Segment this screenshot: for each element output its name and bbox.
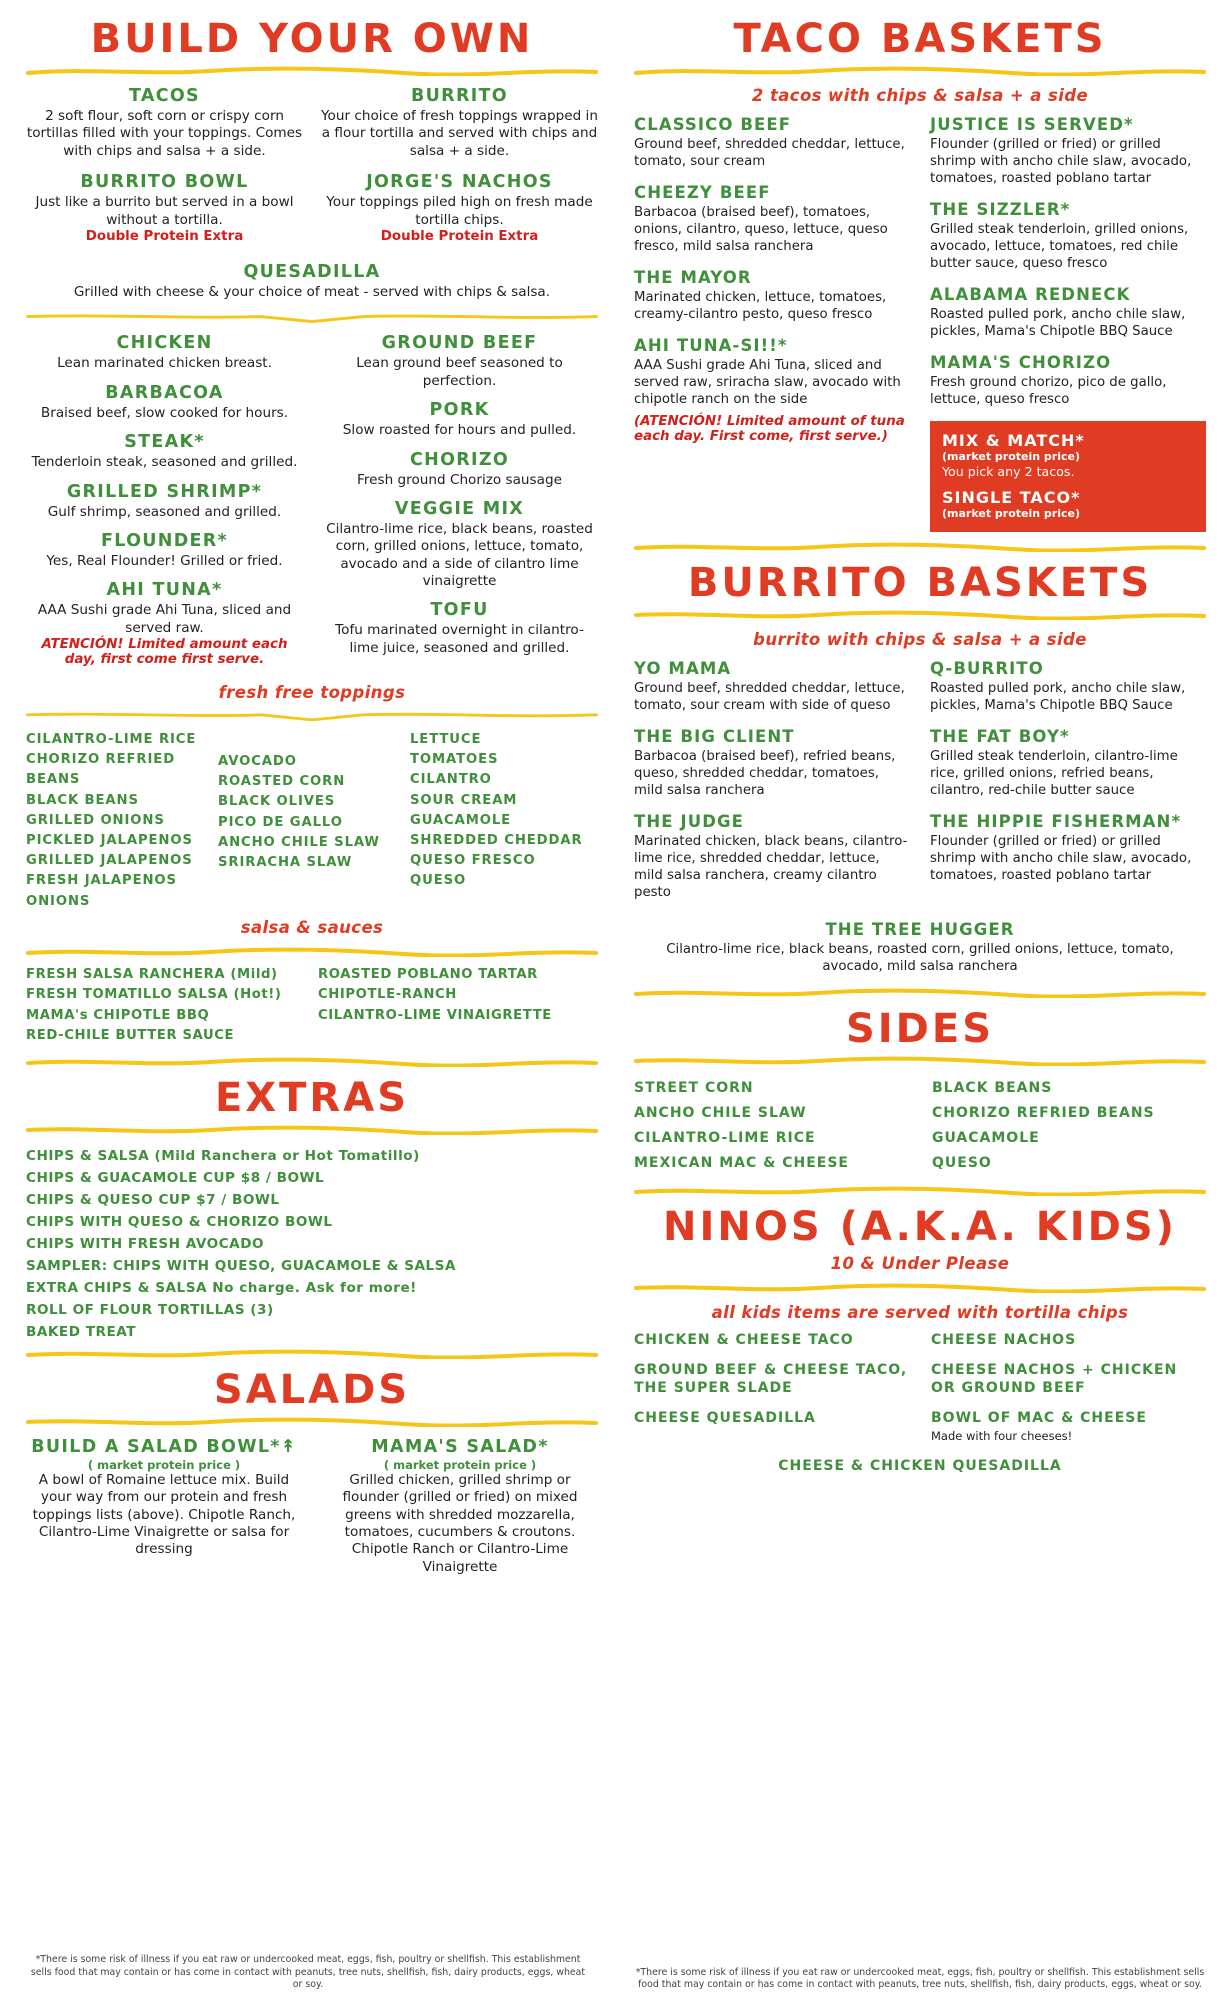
item-title: CHORIZO <box>409 449 510 470</box>
item-desc: Marinated chicken, black beans, cilantro-lime rice, shredded cheddar, lettuce, mild salsa ranchera, creamy cilantro pesto <box>634 834 908 901</box>
divider-squiggle <box>26 1057 598 1067</box>
list-item: FRESH SALSA RANCHERA (Mild) <box>26 966 278 982</box>
byo-item-jorges-nachos <box>321 172 598 244</box>
kids-col-1 <box>634 1332 909 1456</box>
list-item: CHIPS & QUESO CUP $7 / BOWL <box>26 1191 280 1208</box>
item-desc: Lean marinated chicken breast. <box>57 355 272 372</box>
item-desc: Cilantro-lime rice, black beans, roasted corn, grilled onions, lettuce, tomato, avocado, mild salsa ranchera <box>666 942 1174 975</box>
divider-squiggle <box>634 1056 1206 1066</box>
sides-lists <box>634 1076 1206 1176</box>
list-item: TOMATOES <box>410 752 499 768</box>
divider-squiggle <box>26 66 598 76</box>
protein-tofu <box>321 600 598 657</box>
item-desc: Fresh ground chorizo, pico de gallo, lettuce, queso fresco <box>930 375 1167 408</box>
item-desc: AAA Sushi grade Ahi Tuna, sliced and served raw, sriracha slaw, avocado with chipotle ranch on the side <box>634 358 901 408</box>
salad-build-a-salad-bowl <box>26 1437 302 1576</box>
burrito-yo-mama <box>634 659 910 714</box>
salads-list <box>26 1437 598 1576</box>
single-taco-title: SINGLE TACO* <box>942 488 1081 508</box>
list-item: FRESH JALAPENOS <box>26 873 177 889</box>
single-taco-subtitle: (market protein price) <box>942 507 1080 521</box>
item-title: THE HIPPIE FISHERMAN* <box>930 812 1182 832</box>
basket-mamas-chorizo <box>930 353 1206 408</box>
item-desc: Cilantro-lime rice, black beans, roasted corn, grilled onions, lettuce, tomato, avocado and a side of cilantro lime vinaigrette <box>326 520 593 590</box>
kids-item-label: BOWL OF MAC & CHEESE <box>931 1410 1147 1427</box>
item-title: JORGE'S NACHOS <box>366 172 553 193</box>
item-desc: Marinated chicken, lettuce, tomatoes, creamy-cilantro pesto, queso fresco <box>634 290 887 323</box>
list-item: QUESO <box>932 1154 992 1171</box>
kids-item: CHEESE NACHOS <box>931 1331 1077 1348</box>
list-item: QUESO <box>410 873 467 889</box>
kids-caption: all kids items are served with tortilla chips <box>711 1302 1129 1322</box>
item-desc: Slow roasted for hours and pulled. <box>342 422 577 439</box>
item-desc: Grilled steak tenderloin, cilantro-lime rice, grilled onions, refried beans, cilantro, red-chile butter sauce <box>930 749 1178 799</box>
extras-list <box>26 1145 598 1343</box>
protein-barbacoa <box>26 383 303 422</box>
item-warning: (ATENCIÓN! Limited amount of tuna each day. First come, first serve.) <box>634 414 905 445</box>
item-title: PORK <box>429 400 490 421</box>
taco-baskets-col-2 <box>930 115 1206 532</box>
item-title: GROUND BEEF <box>381 333 538 354</box>
item-desc: 2 soft flour, soft corn or crispy corn tortillas filled with your toppings. Comes with chips and salsa + a side. <box>26 108 303 159</box>
taco-baskets-caption: 2 tacos with chips & salsa + a side <box>751 86 1089 105</box>
kids-heading: NINOS (A.K.A. KIDS) <box>663 1203 1177 1250</box>
basket-classico-beef <box>634 115 910 170</box>
item-title: GRILLED SHRIMP* <box>66 481 263 502</box>
item-desc: Barbacoa (braised beef), refried beans, queso, shredded cheddar, tomatoes, mild salsa ranchera <box>634 749 896 799</box>
byo-item-burrito-bowl <box>26 172 303 244</box>
item-desc: Ground beef, shredded cheddar, lettuce, tomato, sour cream <box>634 137 905 170</box>
list-item: CILANTRO-LIME RICE <box>26 732 197 748</box>
burrito-baskets-col-1 <box>634 659 910 914</box>
list-item: SAMPLER: CHIPS WITH QUESO, GUACAMOLE & SALSA <box>26 1257 456 1274</box>
divider-squiggle <box>634 610 1206 620</box>
list-item: LETTUCE <box>410 732 482 748</box>
salsa-sauces-lists <box>26 965 598 1047</box>
list-item: GRILLED ONIONS <box>26 812 165 828</box>
list-item: CHORIZO REFRIED BEANS <box>932 1105 1155 1122</box>
kids-item: CHICKEN & CHEESE TACO <box>634 1331 854 1348</box>
byo-item-tacos <box>26 86 303 160</box>
list-item: ONIONS <box>26 893 91 909</box>
sauces-col-2 <box>318 965 598 1047</box>
item-note: Double Protein Extra <box>380 228 539 244</box>
list-item: STREET CORN <box>634 1080 754 1097</box>
list-item: CHIPOTLE-RANCH <box>318 987 457 1003</box>
divider-squiggle <box>634 66 1206 76</box>
sides-col-2 <box>932 1076 1206 1176</box>
item-desc: Fresh ground Chorizo sausage <box>357 471 562 488</box>
list-item: ROASTED POBLANO TARTAR <box>318 966 538 982</box>
item-title: THE BIG CLIENT <box>634 727 795 747</box>
divider-squiggle <box>634 1283 1206 1293</box>
item-desc: Yes, Real Flounder! Grilled or fried. <box>46 552 283 569</box>
item-desc: Grilled steak tenderloin, grilled onions, avocado, lettuce, tomatoes, red chile butter sauce, queso fresco <box>930 222 1189 272</box>
item-note: Double Protein Extra <box>85 228 244 244</box>
item-title: YO MAMA <box>634 659 732 679</box>
item-title: TOFU <box>430 600 489 621</box>
list-item: CHIPS WITH QUESO & CHORIZO BOWL <box>26 1213 333 1230</box>
list-item: ROLL OF FLOUR TORTILLAS (3) <box>26 1301 274 1318</box>
item-desc: Ground beef, shredded cheddar, lettuce, tomato, sour cream with side of queso <box>634 681 905 714</box>
protein-chicken <box>26 333 303 372</box>
item-title: STEAK* <box>124 432 205 453</box>
item-title: BURRITO BOWL <box>80 172 249 193</box>
item-title: MAMA'S CHORIZO <box>930 353 1112 373</box>
list-item: CILANTRO-LIME RICE <box>634 1130 816 1146</box>
sauces-col-1 <box>26 965 306 1047</box>
mix-and-match-callout <box>930 421 1206 532</box>
salad-mamas-salad <box>322 1437 598 1576</box>
list-item: BLACK OLIVES <box>218 794 336 810</box>
list-item: SRIRACHA SLAW <box>218 855 353 871</box>
protein-ahi-tuna <box>26 580 303 667</box>
basket-the-sizzler <box>930 200 1206 272</box>
burrito-baskets-caption: burrito with chips & salsa + a side <box>753 630 1087 650</box>
item-title: MAMA'S SALAD* <box>371 1436 549 1457</box>
item-desc: Roasted pulled pork, ancho chile slaw, pickles, Mama's Chipotle BBQ Sauce <box>930 307 1186 340</box>
kids-item-cheese-chicken-quesadilla: CHEESE & CHICKEN QUESADILLA <box>778 1458 1062 1475</box>
list-item: EXTRA CHIPS & SALSA No charge. Ask for more! <box>26 1279 417 1296</box>
item-desc: Flounder (grilled or fried) or grilled shrimp with ancho chile slaw, avocado, tomatoes, roasted poblano tartar <box>930 137 1192 187</box>
kids-item-bowl-mac-cheese <box>931 1410 1206 1443</box>
protein-veggie-mix <box>321 499 598 591</box>
byo-item-burrito <box>321 86 598 160</box>
list-item: CHIPS & GUACAMOLE CUP $8 / BOWL <box>26 1169 325 1186</box>
item-desc: Just like a burrito but served in a bowl without a tortilla. <box>35 194 294 228</box>
burrito-baskets-col-2 <box>930 659 1206 914</box>
item-title: THE FAT BOY* <box>930 727 1070 747</box>
left-footer-disclaimer: *There is some risk of illness if you eat raw or undercooked meat, eggs, fish, poultry or shellfish. This establishment sells food that may contain or has come in contact with peanuts, tree nuts, shellfish, fish, dairy products, eggs, wheat or soy. <box>30 1953 586 1991</box>
list-item: PICKLED JALAPENOS <box>26 833 193 849</box>
item-desc: Tenderloin steak, seasoned and grilled. <box>31 454 298 471</box>
basket-cheezy-beef <box>634 183 910 255</box>
byo-top-items <box>26 86 598 256</box>
item-desc: Gulf shrimp, seasoned and grilled. <box>47 503 282 520</box>
protein-pork <box>321 400 598 439</box>
list-item: CHIPS & SALSA (Mild Ranchera or Hot Tomatillo) <box>26 1147 420 1164</box>
list-item: CHIPS WITH FRESH AVOCADO <box>26 1235 265 1252</box>
divider-squiggle <box>634 542 1206 552</box>
list-item: CHORIZO REFRIED BEANS <box>26 752 176 788</box>
item-desc: Tofu marinated overnight in cilantro-lime juice, seasoned and grilled. <box>335 622 584 656</box>
protein-steak <box>26 432 303 471</box>
free-toppings-caption: fresh free toppings <box>218 683 406 703</box>
divider-squiggle <box>634 988 1206 998</box>
kids-item: GROUND BEEF & CHEESE TACO, THE SUPER SLADE <box>634 1362 908 1396</box>
list-item: MEXICAN MAC & CHEESE <box>634 1154 849 1171</box>
item-title: BUILD A SALAD BOWL*↟ <box>31 1436 297 1457</box>
salsa-sauces-caption: salsa & sauces <box>240 917 384 937</box>
divider-squiggle <box>26 1417 598 1427</box>
market-price-note: ( market protein price ) <box>87 1457 241 1472</box>
protein-grilled-shrimp <box>26 482 303 521</box>
basket-alabama-redneck <box>930 285 1206 340</box>
mix-match-line: You pick any 2 tacos. <box>942 463 1075 479</box>
kids-col-2 <box>931 1332 1206 1456</box>
list-item: CILANTRO <box>410 772 492 788</box>
list-item: GUACAMOLE <box>410 812 512 828</box>
divider-squiggle <box>26 947 598 957</box>
item-title: THE TREE HUGGER <box>825 920 1015 940</box>
list-item: SOUR CREAM <box>410 792 518 808</box>
protein-ground-beef <box>321 333 598 390</box>
list-item: BLACK BEANS <box>26 792 139 808</box>
list-item: RED-CHILE BUTTER SAUCE <box>26 1028 235 1044</box>
item-desc: Flounder (grilled or fried) or grilled shrimp with ancho chile slaw, avocado, tomatoes, roasted poblano tartar <box>930 834 1192 884</box>
item-title: QUESADILLA <box>243 261 381 282</box>
right-column <box>616 0 1232 2000</box>
kids-item: CHEESE QUESADILLA <box>634 1410 816 1427</box>
item-title: BARBACOA <box>105 382 224 403</box>
item-title: CHICKEN <box>116 333 213 354</box>
basket-ahi-tuna-si <box>634 336 910 444</box>
item-title: BURRITO <box>411 86 508 106</box>
item-title: THE MAYOR <box>634 268 752 288</box>
taco-baskets-grid <box>634 115 1206 532</box>
list-item: ANCHO CHILE SLAW <box>634 1105 807 1122</box>
item-title: CLASSICO BEEF <box>634 115 792 134</box>
item-desc: Braised beef, slow cooked for hours. <box>40 404 289 421</box>
build-your-own-heading: BUILD YOUR OWN <box>90 16 534 62</box>
item-desc: Roasted pulled pork, ancho chile slaw, pickles, Mama's Chipotle BBQ Sauce <box>930 681 1186 714</box>
list-item: ANCHO CHILE SLAW <box>218 834 380 850</box>
mix-match-title: MIX & MATCH* <box>942 431 1085 451</box>
burrito-the-judge <box>634 812 910 901</box>
kids-age-note: 10 & Under Please <box>830 1253 1010 1273</box>
kids-lists <box>634 1332 1206 1456</box>
divider-squiggle <box>26 1125 598 1135</box>
item-desc: Your toppings piled high on fresh made tortilla chips. <box>326 194 593 228</box>
list-item: ROASTED CORN <box>218 774 346 790</box>
list-item: PICO DE GALLO <box>218 814 343 830</box>
divider-squiggle <box>26 313 598 323</box>
item-title: AHI TUNA-SI!!* <box>634 336 788 356</box>
kids-item-subnote: Made with four cheeses! <box>931 1428 1073 1443</box>
burrito-baskets-grid <box>634 659 1206 914</box>
burrito-the-hippie-fisherman <box>930 812 1206 884</box>
byo-item-quesadilla <box>26 262 598 301</box>
extras-heading: EXTRAS <box>214 1074 409 1121</box>
list-item: BAKED TREAT <box>26 1323 136 1340</box>
burrito-the-fat-boy <box>930 727 1206 799</box>
protein-list <box>26 333 598 677</box>
item-desc: Grilled with cheese & your choice of meat - served with chips & salsa. <box>73 283 551 300</box>
toppings-col-3 <box>410 730 598 912</box>
list-item: AVOCADO <box>218 754 297 770</box>
item-desc: AAA Sushi grade Ahi Tuna, sliced and served raw. <box>37 602 292 636</box>
list-item: MAMA's CHIPOTLE BBQ <box>26 1007 210 1023</box>
item-title: JUSTICE IS SERVED* <box>930 115 1134 134</box>
item-desc: Barbacoa (braised beef), tomatoes, onions, cilantro, queso, lettuce, queso fresco, mild salsa ranchera <box>634 205 888 255</box>
basket-the-mayor <box>634 268 910 323</box>
burrito-the-tree-hugger <box>634 920 1206 975</box>
list-item: GRILLED JALAPENOS <box>26 853 193 869</box>
taco-baskets-col-1 <box>634 115 910 532</box>
toppings-col-1 <box>26 730 214 912</box>
protein-chorizo <box>321 450 598 489</box>
item-title: TACOS <box>129 86 200 106</box>
item-warning: ATENCIÓN! Limited amount each day, first come first serve. <box>41 637 288 668</box>
item-title: THE SIZZLER* <box>930 200 1071 220</box>
list-item: FRESH TOMATILLO SALSA (Hot!) <box>26 987 282 1003</box>
list-item: CILANTRO-LIME VINAIGRETTE <box>318 1007 552 1023</box>
item-title: AHI TUNA* <box>106 580 223 601</box>
item-desc: Your choice of fresh toppings wrapped in a flour tortilla and served with chips and salsa + a side. <box>321 108 598 159</box>
divider-squiggle <box>634 1186 1206 1196</box>
burrito-the-big-client <box>634 727 910 799</box>
item-title: ALABAMA REDNECK <box>930 285 1131 305</box>
divider-squiggle <box>26 712 598 722</box>
list-item: SHREDDED CHEDDAR <box>410 833 583 849</box>
item-title: VEGGIE MIX <box>394 498 525 519</box>
item-desc: A bowl of Romaine lettuce mix. Build your way from our protein and fresh toppings lists (above). Chipotle Ranch, Cilantro-Lime Vinaigrette or salsa for dressing <box>32 1471 296 1558</box>
free-toppings-lists <box>26 730 598 912</box>
salads-heading: SALADS <box>213 1366 411 1413</box>
item-desc: Lean ground beef seasoned to perfection. <box>356 355 563 389</box>
market-price-note: ( market protein price ) <box>383 1457 537 1472</box>
list-item: BLACK BEANS <box>932 1080 1053 1097</box>
item-title: CHEEZY BEEF <box>634 183 771 203</box>
taco-baskets-heading: TACO BASKETS <box>733 16 1107 62</box>
kids-item: CHEESE NACHOS + CHICKEN OR GROUND BEEF <box>931 1362 1178 1396</box>
mix-match-subtitle: (market protein price) <box>942 450 1080 464</box>
basket-justice-is-served <box>930 115 1206 187</box>
protein-flounder <box>26 531 303 570</box>
item-title: Q-BURRITO <box>930 659 1044 679</box>
burrito-baskets-heading: BURRITO BASKETS <box>687 560 1153 607</box>
sides-col-1 <box>634 1076 908 1176</box>
toppings-col-2 <box>218 730 406 912</box>
sides-heading: SIDES <box>845 1006 995 1053</box>
right-footer-disclaimer: *There is some risk of illness if you eat raw or undercooked meat, eggs, fish, poultry or shellfish. This establishment sells food that may contain or has come in contact with peanuts, tree nuts, shellfish, fish, dairy products, eggs, wheat or soy. <box>635 1966 1205 1991</box>
item-title: FLOUNDER* <box>100 530 229 551</box>
item-desc: Grilled chicken, grilled shrimp or flounder (grilled or fried) on mixed greens with shredded mozzarella, tomatoes, cucumbers & croutons. Chipotle Ranch or Cilantro-Lime Vinaigrette <box>342 1471 578 1575</box>
list-item: GUACAMOLE <box>932 1130 1040 1146</box>
item-title: THE JUDGE <box>634 812 745 832</box>
divider-squiggle <box>26 1349 598 1359</box>
burrito-q-burrito <box>930 659 1206 714</box>
list-item: QUESO FRESCO <box>410 853 536 869</box>
